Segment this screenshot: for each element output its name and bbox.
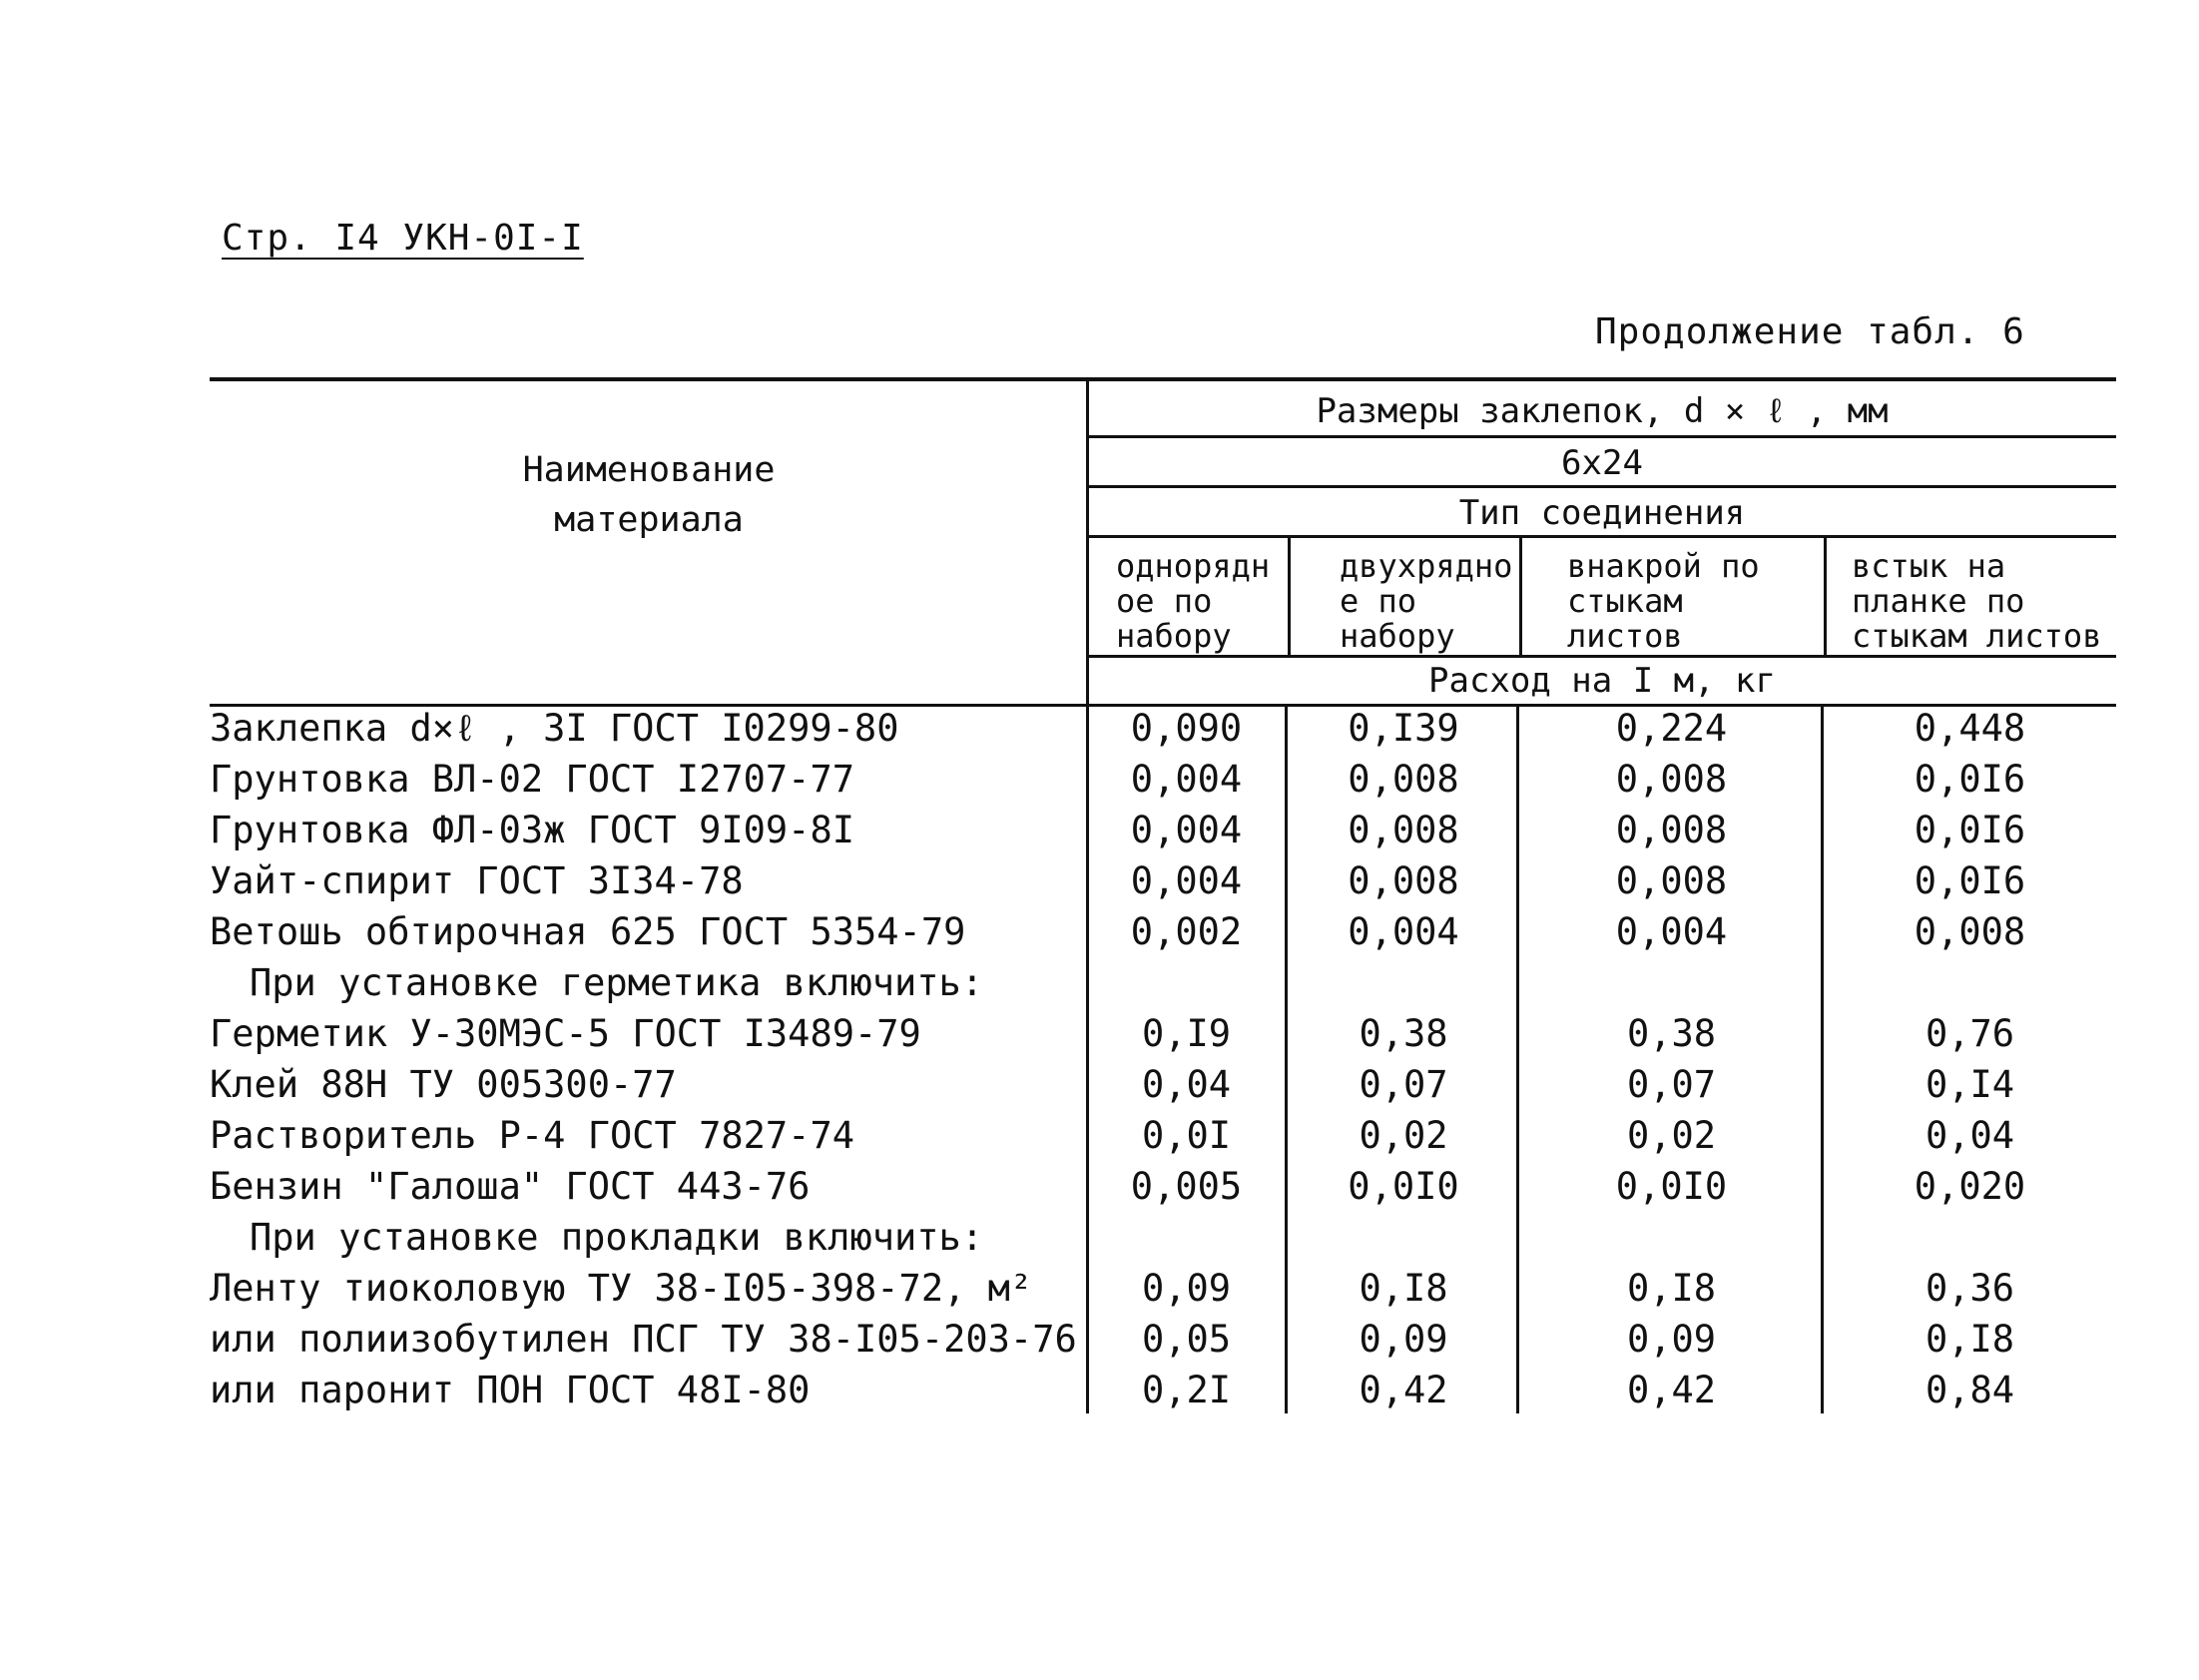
header-rule-2 (1088, 485, 2116, 488)
consumption-value: 0,002 (1130, 910, 1243, 953)
material-name: Ленту тиоколовую ТУ 38-I05-398-72, м² (210, 1267, 1033, 1310)
consumption-value: 0,02 (1626, 1114, 1717, 1157)
consumption-value: 0,07 (1359, 1063, 1448, 1106)
consumption-value: 0,0I0 (1615, 1165, 1728, 1208)
table-row (210, 1165, 2116, 1215)
consumption-value: 0,76 (1924, 1012, 2015, 1055)
material-name: Растворитель Р-4 ГОСТ 7827-74 (210, 1114, 855, 1157)
column-header-butt-strap: встык на планке по стыкам листов (1852, 547, 2102, 655)
consumption-value: 0,2I (1141, 1369, 1232, 1411)
consumption-value: 0,008 (1615, 859, 1728, 902)
consumption-value: 0,224 (1615, 707, 1728, 750)
consumption-value: 0,008 (1615, 809, 1728, 851)
consumption-value: 0,004 (1348, 910, 1459, 953)
consumption-value: 0,36 (1924, 1267, 2015, 1310)
table-row (210, 1318, 2116, 1368)
table-row (210, 809, 2116, 858)
material-name: Уайт-спирит ГОСТ 3I34-78 (210, 859, 744, 902)
material-name: или паронит ПОН ГОСТ 48I-80 (210, 1369, 811, 1411)
consumption-value: 0,38 (1626, 1012, 1717, 1055)
material-name: Заклепка d×ℓ , 3I ГОСТ I0299-80 (210, 707, 899, 750)
consumption-value: 0,0I (1141, 1114, 1232, 1157)
consumption-value: 0,020 (1914, 1165, 2026, 1208)
consumption-value: 0,008 (1348, 758, 1459, 801)
material-name: Герметик У-30МЭС-5 ГОСТ I3489-79 (210, 1012, 921, 1055)
column-header-single-row: однорядное по набору (1116, 547, 1271, 655)
consumption-value: 0,0I6 (1914, 758, 2026, 801)
material-name: Клей 88Н ТУ 005300-77 (210, 1063, 677, 1106)
consumption-value: 0,0I6 (1914, 809, 2026, 851)
header-rule-3 (1088, 535, 2116, 538)
consumption-value: 0,84 (1924, 1369, 2015, 1411)
consumption-value: 0,I9 (1141, 1012, 1232, 1055)
consumption-value: 0,004 (1615, 910, 1728, 953)
consumption-value: 0,004 (1130, 859, 1243, 902)
consumption-value: 0,38 (1359, 1012, 1448, 1055)
consumption-value: 0,0I6 (1914, 859, 2026, 902)
material-name: Грунтовка ФЛ-03ж ГОСТ 9I09-8I (210, 809, 855, 851)
consumption-value: 0,I8 (1359, 1267, 1448, 1310)
consumption-value: 0,I8 (1626, 1267, 1717, 1310)
material-name: Ветошь обтирочная 625 ГОСТ 5354-79 (210, 910, 966, 953)
consumption-value: 0,448 (1914, 707, 2026, 750)
section-subheading: При установке герметика включить: (250, 961, 984, 1004)
column-header-double-row: двухрядное по набору (1340, 547, 1513, 655)
table-continuation-label: Продолжение табл. 6 (1595, 311, 2025, 352)
table-row (210, 910, 2116, 960)
section-subheading: При установке прокладки включить: (250, 1216, 984, 1259)
consumption-value: 0,09 (1626, 1318, 1717, 1361)
table-row (210, 758, 2116, 808)
table-row (210, 1267, 2116, 1317)
material-name: или полиизобутилен ПСГ ТУ 38-I05-203-76 (210, 1318, 1077, 1361)
table-row (210, 859, 2116, 909)
consumption-value: 0,004 (1130, 758, 1243, 801)
consumption-value: 0,42 (1626, 1369, 1717, 1411)
consumption-value: 0,04 (1924, 1114, 2015, 1157)
consumption-header: Расход на I м, кг (1428, 661, 1776, 701)
consumption-value: 0,008 (1348, 859, 1459, 902)
table-top-rule (210, 377, 2116, 381)
consumption-value: 0,I39 (1348, 707, 1459, 750)
joint-type-header: Тип соединения (1458, 493, 1746, 533)
consumption-value: 0,0I0 (1348, 1165, 1459, 1208)
consumption-value: 0,005 (1130, 1165, 1243, 1208)
table-row (210, 1012, 2116, 1062)
table-row (210, 1114, 2116, 1164)
rivet-size-header: 6x24 (1561, 443, 1643, 483)
consumption-value: 0,I4 (1924, 1063, 2015, 1106)
consumption-value: 0,05 (1141, 1318, 1232, 1361)
table-row (210, 1216, 2116, 1266)
table-row (210, 1063, 2116, 1113)
consumption-value: 0,I8 (1924, 1318, 2015, 1361)
col-divider-2 (1519, 537, 1522, 657)
col-divider-3 (1824, 537, 1827, 657)
consumption-value: 0,004 (1130, 809, 1243, 851)
consumption-value: 0,42 (1359, 1369, 1448, 1411)
table-row (210, 1369, 2116, 1418)
material-name: Бензин "Галоша" ГОСТ 443-76 (210, 1165, 811, 1208)
consumption-value: 0,09 (1141, 1267, 1232, 1310)
name-column-header: Наименование материала (522, 450, 776, 540)
consumption-value: 0,07 (1626, 1063, 1717, 1106)
page-reference: Стр. I4 УКН-0I-I (222, 218, 584, 259)
consumption-value: 0,09 (1359, 1318, 1448, 1361)
table-row (210, 707, 2116, 757)
material-name: Грунтовка ВЛ-02 ГОСТ I2707-77 (210, 758, 855, 801)
table-row (210, 961, 2116, 1011)
consumption-value: 0,04 (1141, 1063, 1232, 1106)
consumption-value: 0,02 (1359, 1114, 1448, 1157)
column-header-overlap: внакрой по стыкам листов (1567, 547, 1760, 655)
consumption-value: 0,008 (1914, 910, 2026, 953)
consumption-value: 0,008 (1615, 758, 1728, 801)
consumption-value: 0,008 (1348, 809, 1459, 851)
col-divider-1 (1288, 537, 1291, 657)
header-rule-1 (1088, 435, 2116, 438)
header-rule-4 (1088, 655, 2116, 658)
rivet-sizes-header: Размеры заклепок, d × ℓ , мм (1316, 391, 1889, 431)
consumption-value: 0,090 (1130, 707, 1243, 750)
